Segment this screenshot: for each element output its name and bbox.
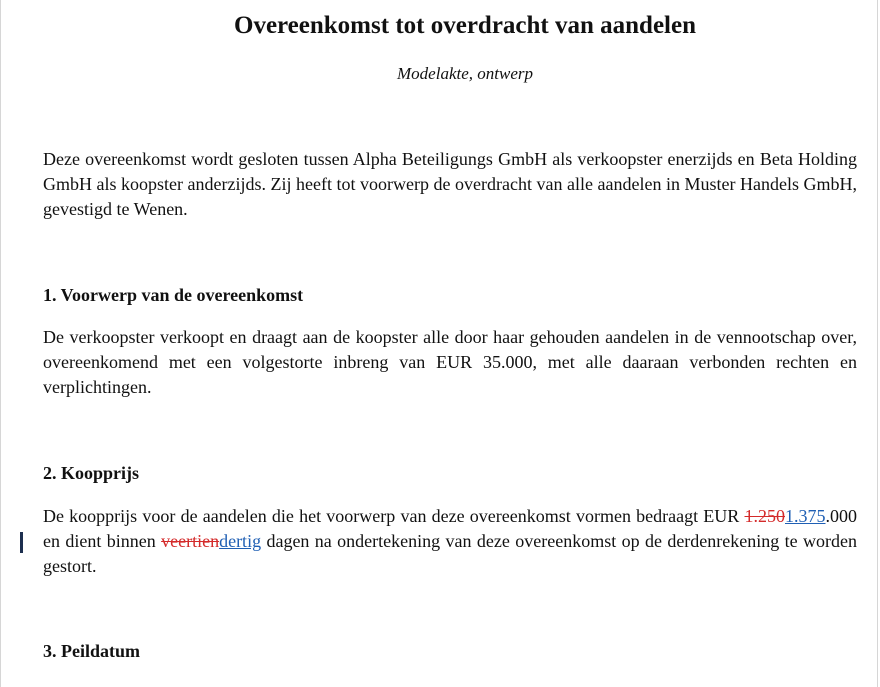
tracked-insertion-price[interactable]: 1.375: [785, 506, 826, 526]
text-segment: dagen na ondertekening van deze overeenkomst op de derdenrekening te worden gestort.: [43, 531, 857, 576]
section-heading-3: 3. Peildatum: [43, 641, 140, 661]
section-text-1: De verkoopster verkoopt en draagt aan de koopster alle door haar gehouden aandelen in de vennootschap over, overeenkomend met een volgestorte inbreng van EUR 35.000, met alle daaraan verbonden rechten en verplichtingen.: [43, 327, 857, 397]
section-heading-1: 1. Voorwerp van de overeenkomst: [43, 285, 304, 305]
document-title: Overeenkomst tot overdracht van aandelen: [234, 12, 696, 39]
intro-paragraph: Deze overeenkomst wordt gesloten tussen Alpha Beteiligungs GmbH als verkoopster enerzijds en Beta Holding GmbH als koopster anderzijds. Zij heeft tot voorwerp de overdracht van alle aandelen in Muster Handels GmbH, gevestigd te Wenen.: [43, 149, 857, 219]
tracked-deletion-price[interactable]: 1.250: [744, 506, 785, 526]
tracked-insertion-days[interactable]: dertig: [219, 531, 262, 551]
section-heading-2: 2. Koopprijs: [43, 463, 140, 483]
document-subtitle: Modelakte, ontwerp: [397, 64, 533, 83]
text-segment: De koopprijs voor de aandelen die het voorwerp van deze overeenkomst vormen bedraagt EUR: [43, 506, 745, 526]
tracked-deletion-days[interactable]: veertien: [161, 531, 220, 551]
section-text-2: [43, 504, 857, 579]
text-segment: .000 en dient binnen: [43, 506, 857, 551]
change-bar-marker: [20, 532, 23, 553]
